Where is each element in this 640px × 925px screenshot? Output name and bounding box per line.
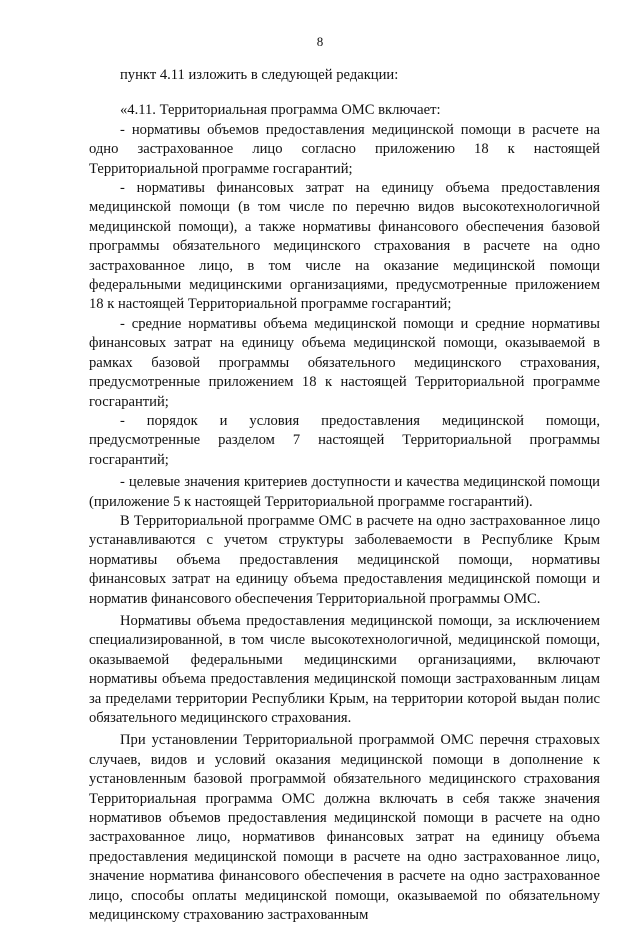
page-number: 8 bbox=[316, 34, 324, 49]
paragraph-additional-insurance-cases: При установлении Территориальной программой ОМС перечня страховых случаев, видов и условий оказания медицинской помощи в дополнение к установленным базовой программой обязательного медицинского страхования Территориальная программа ОМС должна включать в себя также значения нормативов объемов предоставления медицинской помощи в расчете на одно застрахованное лицо, нормативов финансовых затрат на единицу объема предоставления медицинской помощи в расчете на одно застрахованное лицо, значение норматива финансового обеспечения в расчете на одно застрахованное лицо, способы оплаты медицинской помощи, оказываемой по обязательному медицинскому страхованию застрахованным bbox=[89, 732, 600, 924]
list-item-target-values: - целевые значения критериев доступности и качества медицинской помощи (приложение 5 к настоящей Территориальной программе госгарантий). bbox=[89, 474, 600, 510]
section-heading-paragraph: «4.11. Территориальная программа ОМС включает: bbox=[120, 102, 441, 119]
list-item-cost-norms: - нормативы финансовых затрат на единицу объема предоставления медицинской помощи (в том числе по перечню видов высокотехнологичной медицинской помощи), а также нормативы финансового обеспечения базовой программы обязательного медицинского страхования в расчете на одно застрахованное лицо, в том числе на оказание медицинской помощи федеральными медицинскими организациями, предусмотренные приложением 18 к настоящей Территориальной программе госгарантий; bbox=[89, 180, 600, 313]
list-item-average-norms: - средние нормативы объема медицинской помощи и средние нормативы финансовых затрат на единицу объема медицинской помощи, оказываемой в рамках базовой программы обязательного медицинского страхования, предусмотренные приложением 18 к настоящей Территориальной программе госгарантий; bbox=[89, 315, 600, 410]
document-body bbox=[89, 66, 600, 925]
list-item-volume-norms: - нормативы объемов предоставления медицинской помощи в расчете на одно застрахованное лицо согласно приложению 18 к настоящей Территориальной программе госгарантий; bbox=[89, 121, 600, 177]
paragraph-volume-norms-exceptions: Нормативы объема предоставления медицинской помощи, за исключением специализированной, в том числе высокотехнологичной, медицинской помощи, оказываемой федеральными медицинскими организациями, включают нормативы объема предоставления медицинской помощи застрахованным лицам за пределами территории Республики Крым, на территории которой выдан полис обязательного медицинского страхования. bbox=[89, 612, 600, 726]
paragraph-structure-of-morbidity: В Территориальной программе ОМС в расчете на одно застрахованное лицо устанавливаются с учетом структуры заболеваемости в Республике Крым нормативы объема предоставления медицинской помощи, нормативы финансовых затрат на единицу объема предоставления медицинской помощи и норматив финансового обеспечения Территориальной программы ОМС. bbox=[89, 512, 600, 607]
intro-paragraph: пункт 4.11 изложить в следующей редакции: bbox=[120, 67, 399, 83]
list-item-procedure: - порядок и условия предоставления медицинской помощи, предусмотренные разделом 7 настоящей Территориальной программы госгарантий; bbox=[89, 412, 600, 468]
